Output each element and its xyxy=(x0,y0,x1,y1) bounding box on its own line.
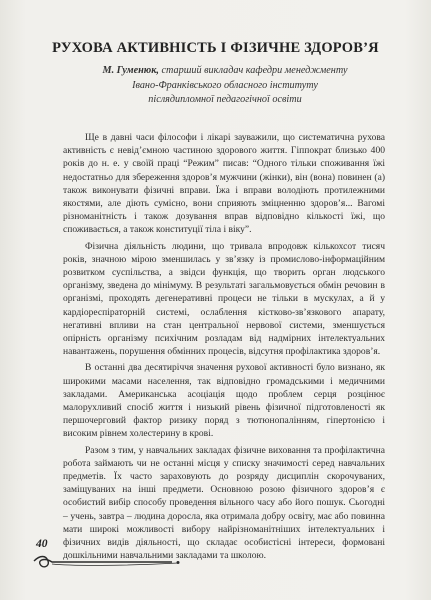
paragraph: Разом з тим, у навчальних закладах фізичне виховання та профілактична робота займають чи не останні місця у списку значимості серед навчальних предметів. Їх часто зараховують до розряду дисциплін скорочуваних, заміщуваних на інші предмети. Основною розою фізичного здоров’я є особистий вибір способу проведення вільного часу або його пошук. Сьогодні – учень, завтра – людина доросла, яка отримала добру освіту, має або повинна мати широкі можливості вибору найрізноманітніших інтелектуальних і фізичних видів діяльності, що складає особистісні інтереси, формовані дошкільними навчальними закладами та школою. xyxy=(63,444,385,562)
paragraph: В останні два десятиріччя значення рухової активності було визнано, як широкими масами населення, так відповідно громадськими і медичними закладами. Американська асоціація щодо проблем серця розцінює малорухливий спосіб життя і низький рівень фізичної підготовленості як першочерговий фактор ризику поряд з тютюнопалінням, гіпертонією і високим рівнем холестерину в крові. xyxy=(63,362,385,440)
article-body xyxy=(63,131,385,566)
author-position: старший викладач кафедри менеджменту xyxy=(161,65,348,76)
author-line-2: Івано-Франківського обласного інституту xyxy=(132,79,318,91)
author-line-3: післядипломної педагогічної освіти xyxy=(148,94,302,105)
page-number: 40 xyxy=(36,538,48,550)
author-name: М. Гуменюк, xyxy=(102,65,159,76)
flourish-ornament-icon xyxy=(32,553,182,573)
article-title: РУХОВА АКТИВНІСТЬ І ФІЗИЧНЕ ЗДОРОВ’Я xyxy=(52,40,379,56)
author-line-1 xyxy=(80,64,370,79)
paragraph: Ще в давні часи філософи і лікарі зауважили, що систематична рухова активність є невід’ємною частиною здорового життя. Гіппократ близько 400 років до н. е. у своїй праці “Режим” писав: “Одного тільки споживання їжі недостатньо для збереження здоров’я мужчини (жінки), він (вона) повинен (а) також виконувати фізичні вправи. Їжа і вправи володіють протилежними якостями, але діють сумісно, вони сприяють зміцненню здоров’я... Вагомі різноманітність і також дозування вправ відповідно кількості їжі, що споживається, а також конституції тіла і віку”. xyxy=(63,132,385,236)
paragraph: Фізична діяльність людини, що тривала впродовж кількохсот тисяч років, значною мірою зменшилась у зв’язку із промислово-інформаційним розвитком суспільства, а звідси функція, що творить орган людського організму, зведена до мінімуму. В результаті загальмовується обмін речовин в організмі, проходять дегенеративні процеси не тільки в мускулах, а й у кардіореспіраторній системі, ослаблення кістково-зв’язкового апарату, негативні впливи на стан центральної нервової системи, зменшується опірність організму психічним розладам від надмірних інтелектуальних навантажень, порушення обмінних процесів, відсутня профілактика здоров’я. xyxy=(63,240,385,358)
author-block xyxy=(80,64,370,108)
